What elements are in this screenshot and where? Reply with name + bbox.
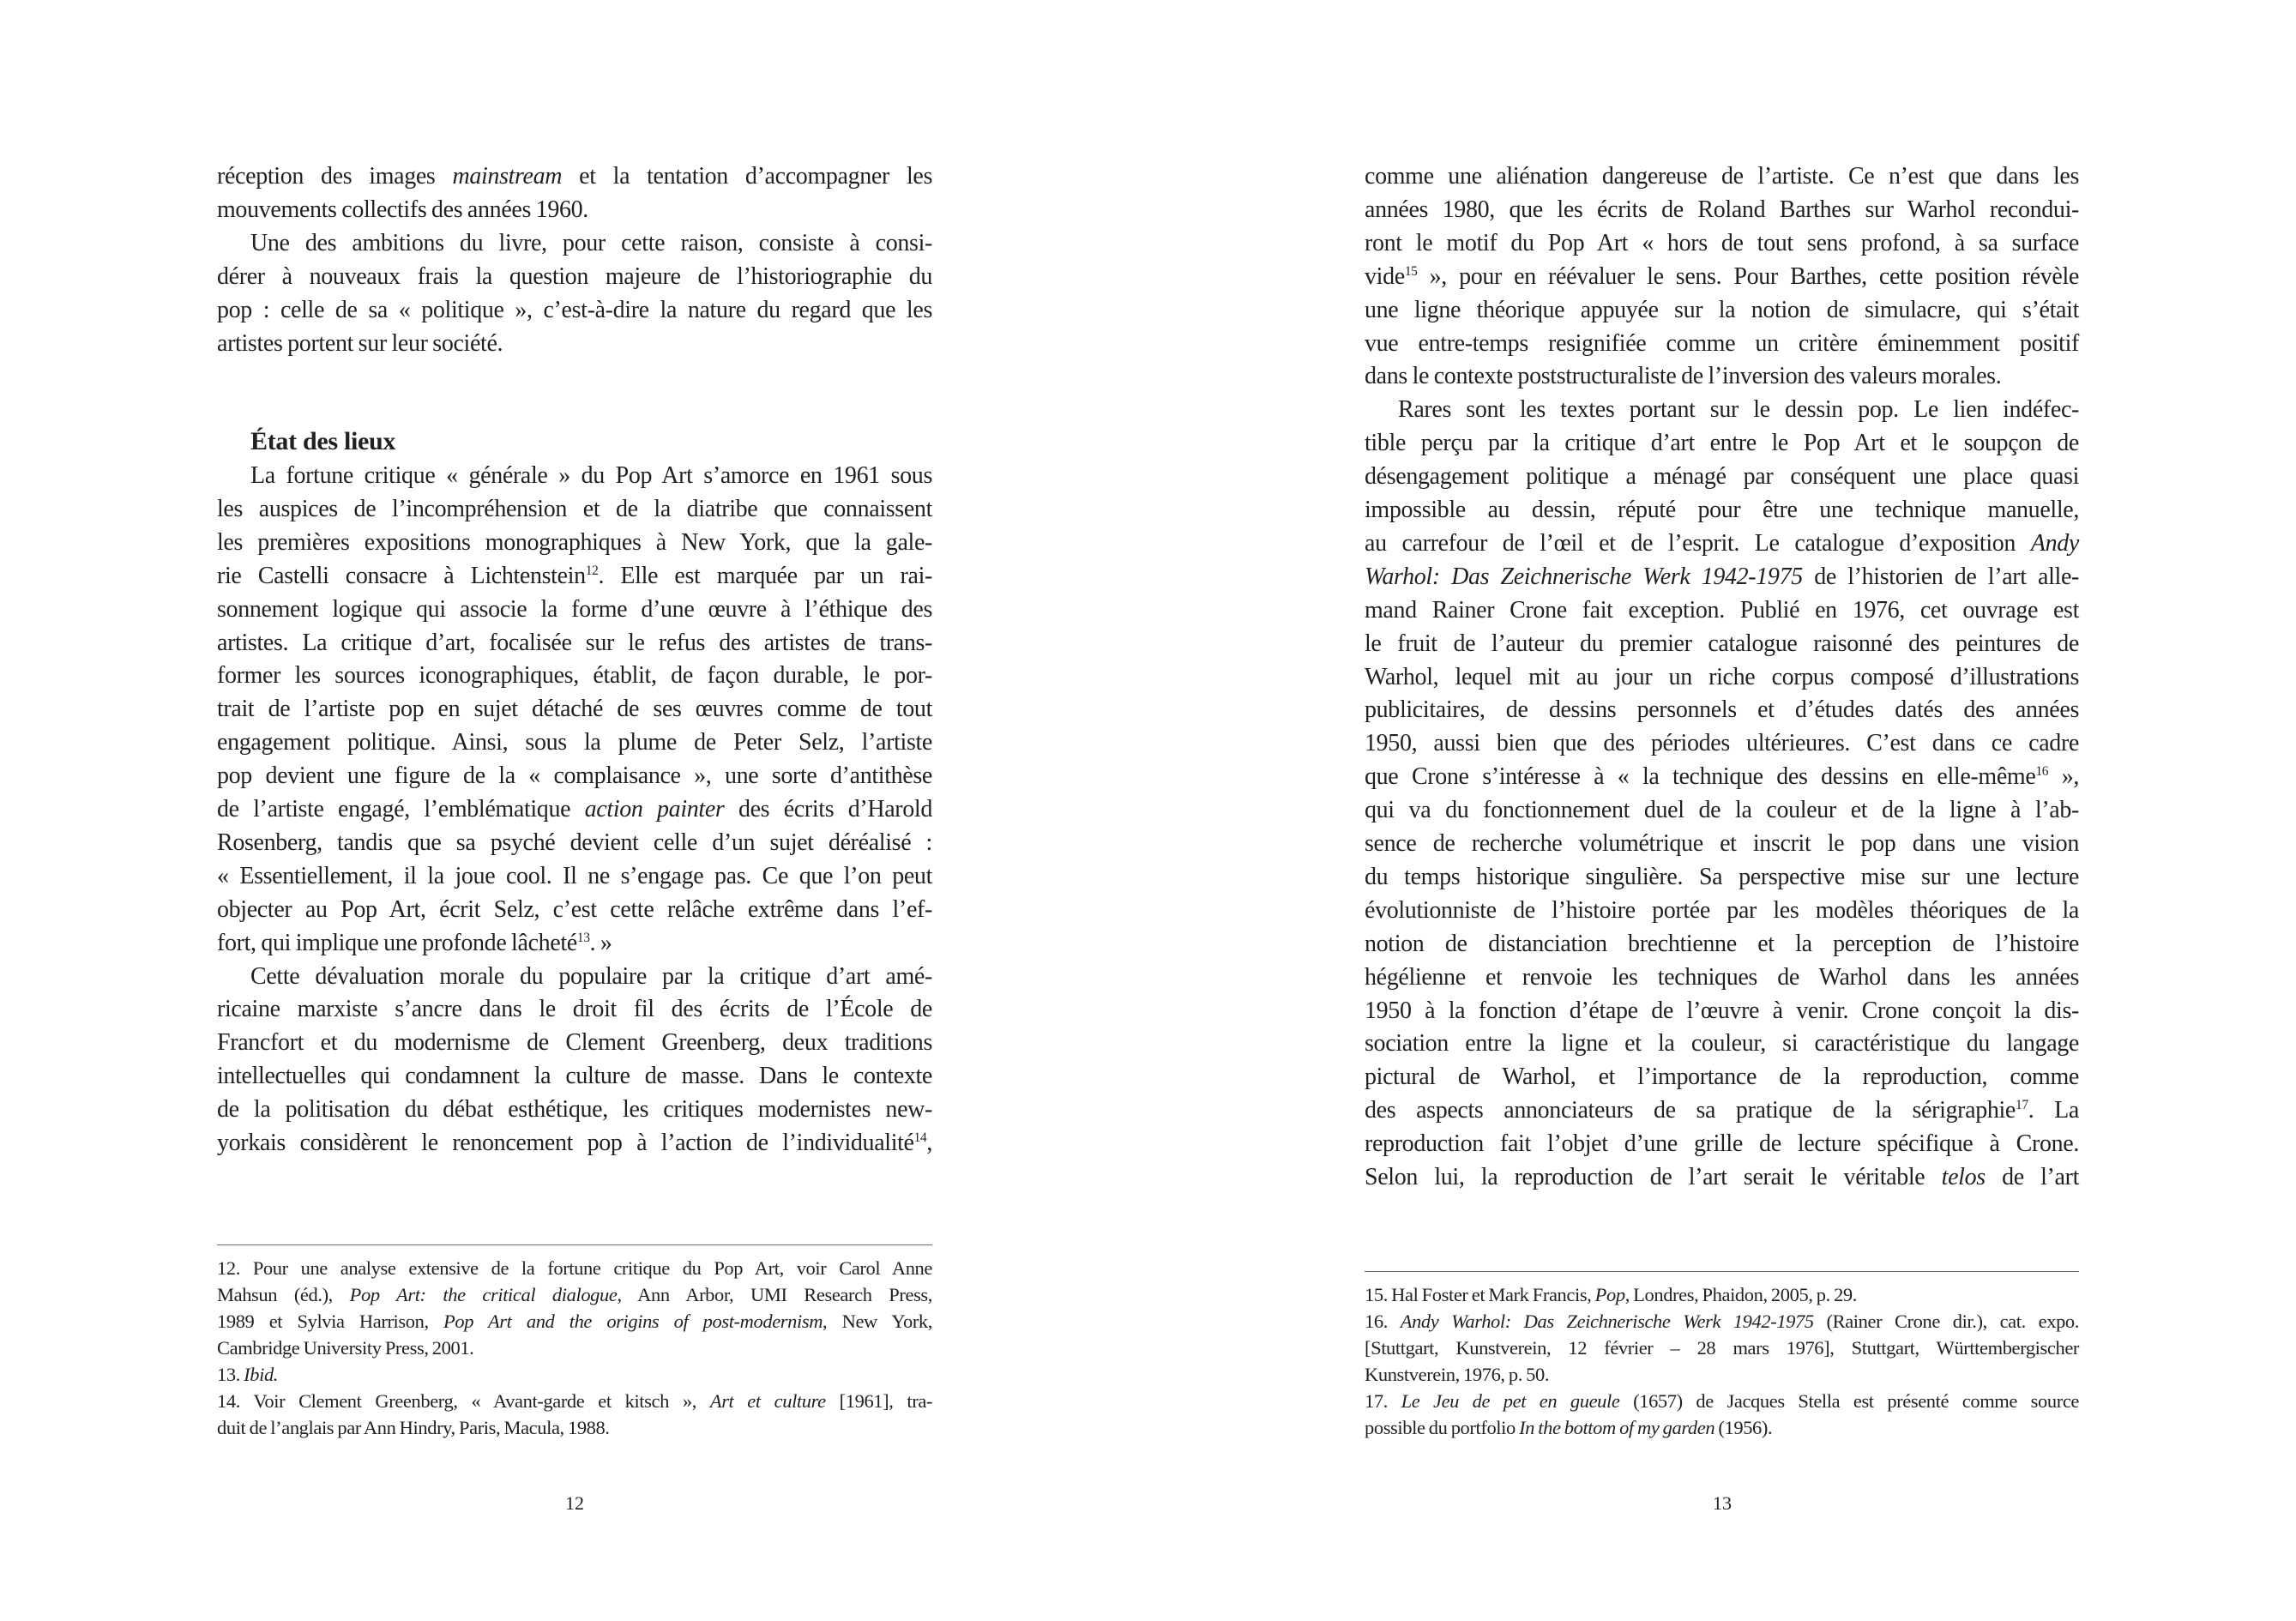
text-run: des écrits d’Harold <box>724 796 932 823</box>
text-run: Rares sont les textes portant sur le dessin pop. Le lien indéfec- <box>1398 396 2079 424</box>
text-run: Warhol, lequel mit au jour un riche corpus composé d’illustrations <box>1365 663 2079 690</box>
text-run: sonnement logique qui associe la forme d’une œuvre à l’éthique des <box>217 595 932 623</box>
text-line <box>217 1027 932 1060</box>
text-run: de l’artiste engagé, l’emblématique <box>217 796 585 823</box>
text-run: artistes. La critique d’art, focalisée sur le refus des artistes de trans- <box>217 629 932 656</box>
text-run: fort, qui implique une profonde lâcheté <box>217 929 577 956</box>
footnote-line <box>1365 1361 2079 1388</box>
text-run: . » <box>589 929 612 956</box>
text-run: », <box>2048 763 2080 791</box>
text-line <box>217 693 932 726</box>
text-run: Francfort et du modernisme de Clement Greenberg, deux traditions <box>217 1029 932 1057</box>
text-line <box>217 227 932 261</box>
text-run: les premières expositions monographiques à New York, que la gale- <box>217 528 932 556</box>
text-line <box>217 961 932 994</box>
text-run: 14. Voir Clement Greenberg, « Avant-garde et kitsch », <box>217 1390 710 1412</box>
footnote-line <box>217 1255 932 1281</box>
text-run: pictural de Warhol, et l’importance de la reproduction, comme <box>1365 1064 2079 1091</box>
text-line <box>1365 928 2079 961</box>
text-run: de la politisation du débat esthétique, les critiques modernistes new- <box>217 1096 932 1124</box>
text-run: tible perçu par la critique d’art entre le Pop Art et le soupçon de <box>1365 430 2079 457</box>
text-run: possible du portfolio <box>1365 1417 1520 1438</box>
text-line <box>217 760 932 793</box>
text-line <box>1365 895 2079 928</box>
footnote-reference[interactable]: 12 <box>585 563 599 578</box>
text-run: Rosenberg, tandis que sa psyché devient celle d’un sujet déréalisé : <box>217 829 932 856</box>
text-line <box>217 560 932 594</box>
text-line <box>1365 961 2079 995</box>
text-run: trait de l’artiste pop en sujet détaché de ses œuvres comme de tout <box>217 696 932 723</box>
text-run: 1950 à la fonction d’étape de l’œuvre à venir. Crone conçoit la dis- <box>1365 997 2079 1024</box>
text-line <box>1365 494 2079 527</box>
text-run: , <box>926 1130 932 1156</box>
text-run: , Ann Arbor, UMI Research Press, <box>617 1284 933 1305</box>
text-line <box>217 1094 932 1127</box>
text-run: (Rainer Crone dir.), cat. expo. <box>1813 1311 2079 1332</box>
text-line <box>1365 1061 2079 1094</box>
text-run: Selon lui, la reproduction de l’art serait le véritable <box>1365 1164 1942 1190</box>
text-run: (1956). <box>1714 1417 1773 1438</box>
text-line <box>1365 1027 2079 1061</box>
text-run: de l’historien de l’art alle- <box>1802 563 2079 590</box>
text-run: pop : celle de sa « politique », c’est-à-dire la nature du regard que les <box>217 296 932 323</box>
text-run: hégélienne et renvoie les techniques de Warhol dans les années <box>1365 963 2079 991</box>
text-run: », pour en réévaluer le sens. Pour Barthes, cette position révèle <box>1417 262 2079 290</box>
text-line <box>1365 694 2079 727</box>
text-run: 17. <box>1365 1390 1401 1412</box>
text-run: « Essentiellement, il la joue cool. Il ne s’engage pas. Ce que l’on peut <box>217 862 932 889</box>
text-run: les auspices de l’incompréhension et de la diatribe que connaissent <box>217 495 932 522</box>
italic-text: telos <box>1941 1164 1986 1190</box>
text-run: qui va du fonctionnement duel de la couleur et de la ligne à l’ab- <box>1365 797 2079 824</box>
text-line <box>1365 227 2079 261</box>
italic-text: Andy <box>2030 529 2079 557</box>
italic-text: Le Jeu de pet en gueule <box>1401 1390 1620 1412</box>
text-run: Cambridge University Press, 2001. <box>217 1337 474 1359</box>
footnote-line <box>1365 1388 2079 1414</box>
text-line <box>1365 1094 2079 1128</box>
text-run: et la tentation d’accompagner les <box>562 163 932 190</box>
text-line <box>1365 828 2079 861</box>
footnote-line <box>217 1308 932 1335</box>
text-run: Kunstverein, 1976, p. 50. <box>1365 1364 1550 1385</box>
italic-text: In the bottom of my garden <box>1519 1417 1715 1438</box>
text-line <box>1365 194 2079 227</box>
footnote-reference[interactable]: 14 <box>913 1130 927 1145</box>
text-run: ricaine marxiste s’ancre dans le droit fil des écrits de l’École de <box>217 996 932 1023</box>
footnote-line <box>217 1335 932 1361</box>
text-line <box>1365 461 2079 494</box>
footnote-line <box>1365 1308 2079 1335</box>
text-line <box>1365 561 2079 594</box>
text-run: artistes portent sur leur société. <box>217 329 503 357</box>
text-line <box>217 993 932 1027</box>
text-line <box>217 527 932 560</box>
text-run: rie Castelli consacre à Lichtenstein <box>217 562 586 589</box>
footnote-line <box>1365 1335 2079 1361</box>
text-line <box>1365 1161 2079 1195</box>
text-line <box>217 328 932 361</box>
italic-text: Andy Warhol: Das Zeichnerische Werk 1942-1975 <box>1400 1311 1814 1332</box>
text-line <box>1365 661 2079 695</box>
text-run: Cette dévaluation morale du populaire par la critique d’art amé- <box>250 962 932 990</box>
text-run: , Londres, Phaidon, 2005, p. 29. <box>1624 1284 1858 1305</box>
text-run: duit de l’anglais par Ann Hindry, Paris, Macula, 1988. <box>217 1417 610 1438</box>
italic-text: Pop Art and the origins of post-modernism <box>443 1311 823 1332</box>
text-run: dérer à nouveaux frais la question majeure de l’historiographie du <box>217 262 932 290</box>
text-run: (1657) de Jacques Stella est présenté comme source <box>1619 1390 2079 1412</box>
text-run: objecter au Pop Art, écrit Selz, c’est cette relâche extrême dans l’ef- <box>217 895 932 923</box>
text-run: dans le contexte poststructuraliste de l’inversion des valeurs morales. <box>1365 363 2002 390</box>
section-heading: État des lieux <box>250 427 396 455</box>
text-line <box>217 726 932 760</box>
footnote-line <box>217 1281 932 1308</box>
text-run: 1989 et Sylvia Harrison, <box>217 1311 443 1332</box>
text-run: ront le motif du Pop Art « hors de tout sens profond, à sa surface <box>1365 229 2079 256</box>
text-line <box>1365 160 2079 194</box>
text-line <box>1365 995 2079 1028</box>
text-run: pop devient une figure de la « complaisance », une sorte d’antithèse <box>217 762 932 790</box>
text-run: . La <box>2028 1097 2079 1124</box>
italic-text: Art et culture <box>709 1390 826 1412</box>
text-line <box>1365 1128 2079 1161</box>
text-line <box>217 860 932 894</box>
text-run: réception des images <box>217 163 453 190</box>
footnote-reference[interactable]: 15 <box>1404 263 1418 279</box>
text-run: que Crone s’intéresse à « la technique des dessins en elle-même <box>1365 763 2036 791</box>
right-page <box>1148 0 2295 1621</box>
text-run: sociation entre la ligne et la couleur, si caractéristique du langage <box>1365 1030 2079 1058</box>
text-line <box>1365 328 2079 361</box>
text-run: vide <box>1365 262 1405 290</box>
text-run: désengagement politique a ménagé par conséquent une place quasi <box>1365 463 2079 491</box>
text-line <box>217 627 932 660</box>
text-run: 12. Pour une analyse extensive de la fortune critique du Pop Art, voir Carol Anne <box>217 1257 932 1279</box>
text-run: [1961], tra- <box>825 1390 932 1412</box>
italic-text: Pop <box>1594 1284 1625 1305</box>
footnote-reference[interactable]: 17 <box>2016 1098 2028 1113</box>
text-run: publicitaires, de dessins personnels et d’études datés des années <box>1365 696 2079 724</box>
footnote-line <box>217 1361 932 1388</box>
footnote-line <box>217 1414 932 1441</box>
text-run: évolutionniste de l’histoire portée par les modèles théoriques de la <box>1365 896 2079 924</box>
text-run: vue entre-temps resignifiée comme un critère éminemment positif <box>1365 329 2079 357</box>
text-line <box>217 194 932 227</box>
text-line <box>1365 360 2079 394</box>
page-number: 13 <box>1713 1492 1732 1514</box>
text-line <box>1365 761 2079 794</box>
italic-text: Ibid. <box>244 1364 279 1385</box>
text-line <box>1365 628 2079 661</box>
text-run: 15. Hal Foster et Mark Francis, <box>1365 1284 1595 1305</box>
text-run: notion de distanciation brechtienne et la perception de l’histoire <box>1365 930 2079 957</box>
footnote-line <box>1365 1281 2079 1308</box>
text-line <box>1365 727 2079 761</box>
text-line <box>217 594 932 627</box>
text-run: 1950, aussi bien que des périodes ultérieures. C’est dans ce cadre <box>1365 730 2079 757</box>
text-line <box>217 493 932 527</box>
text-line <box>217 1127 932 1160</box>
text-line <box>217 660 932 693</box>
italic-text: Pop Art: the critical dialogue <box>349 1284 618 1305</box>
text-line <box>217 793 932 827</box>
text-run: reproduction fait l’objet d’une grille de lecture spécifique à Crone. <box>1365 1130 2079 1158</box>
text-line <box>1365 294 2079 328</box>
text-run: sence de recherche volumétrique et inscrit le pop dans une vision <box>1365 830 2079 857</box>
text-run: mand Rainer Crone fait exception. Publié en 1976, cet ouvrage est <box>1365 596 2079 624</box>
text-run: le fruit de l’auteur du premier catalogue raisonné des peintures de <box>1365 630 2079 657</box>
text-run: comme une aliénation dangereuse de l’artiste. Ce n’est que dans les <box>1365 163 2079 190</box>
text-run: engagement politique. Ainsi, sous la plume de Peter Selz, l’artiste <box>217 729 932 756</box>
text-run: de l’art <box>1985 1164 2079 1190</box>
text-line <box>217 261 932 294</box>
text-line <box>1365 527 2079 561</box>
text-run: 13. <box>217 1364 244 1385</box>
text-line <box>217 894 932 927</box>
text-run: au carrefour de l’œil et de l’esprit. Le catalogue d’exposition <box>1365 529 2031 557</box>
text-run: former les sources iconographiques, établit, de façon durable, le por- <box>217 662 932 690</box>
text-line <box>217 827 932 860</box>
text-line <box>1365 794 2079 828</box>
italic-text: Warhol: Das Zeichnerische Werk 1942-1975 <box>1365 563 1803 590</box>
text-run: , New York, <box>823 1311 932 1332</box>
text-run: yorkais considèrent le renoncement pop à l’action de l’individualité <box>217 1130 914 1156</box>
footnote-line <box>1365 1414 2079 1441</box>
text-line <box>1365 861 2079 895</box>
italic-text: action painter <box>584 796 725 823</box>
text-line <box>1365 394 2079 427</box>
page-number: 12 <box>565 1492 584 1514</box>
text-run: Une des ambitions du livre, pour cette raison, consiste à consi- <box>250 229 932 256</box>
text-line <box>1365 594 2079 628</box>
text-run: du temps historique singulière. Sa perspective mise sur une lecture <box>1365 863 2079 890</box>
text-line <box>217 294 932 328</box>
footnote-reference[interactable]: 13 <box>576 930 590 945</box>
footnote-rule <box>1365 1271 2079 1272</box>
text-run: Mahsun (éd.), <box>217 1284 350 1305</box>
text-run: intellectuelles qui condamnent la culture de masse. Dans le contexte <box>217 1063 932 1090</box>
text-run: impossible au dessin, réputé pour être une technique manuelle, <box>1365 497 2079 523</box>
text-line <box>1365 261 2079 294</box>
text-line <box>217 460 932 493</box>
footnote-reference[interactable]: 16 <box>2035 764 2049 780</box>
text-line <box>217 1060 932 1094</box>
text-run: . Elle est marquée par un rai- <box>598 562 932 589</box>
italic-text: mainstream <box>452 163 563 190</box>
text-run: mouvements collectifs des années 1960. <box>217 196 588 223</box>
text-run: La fortune critique « générale » du Pop Art s’amorce en 1961 sous <box>250 462 932 489</box>
text-run: années 1980, que les écrits de Roland Barthes sur Warhol recondui- <box>1365 196 2079 223</box>
text-run: 16. <box>1365 1311 1401 1332</box>
text-line <box>1365 427 2079 461</box>
text-line <box>217 927 932 961</box>
text-run: une ligne théorique appuyée sur la notion de simulacre, qui s’était <box>1365 296 2079 323</box>
text-line <box>217 160 932 194</box>
text-run: des aspects annonciateurs de sa pratique de la sérigraphie <box>1365 1097 2016 1124</box>
text-run: [Stuttgart, Kunstverein, 12 février – 28 mars 1976], Stuttgart, Württembergischer <box>1365 1337 2079 1359</box>
footnote-line <box>217 1388 932 1414</box>
footnote-rule <box>217 1244 932 1245</box>
